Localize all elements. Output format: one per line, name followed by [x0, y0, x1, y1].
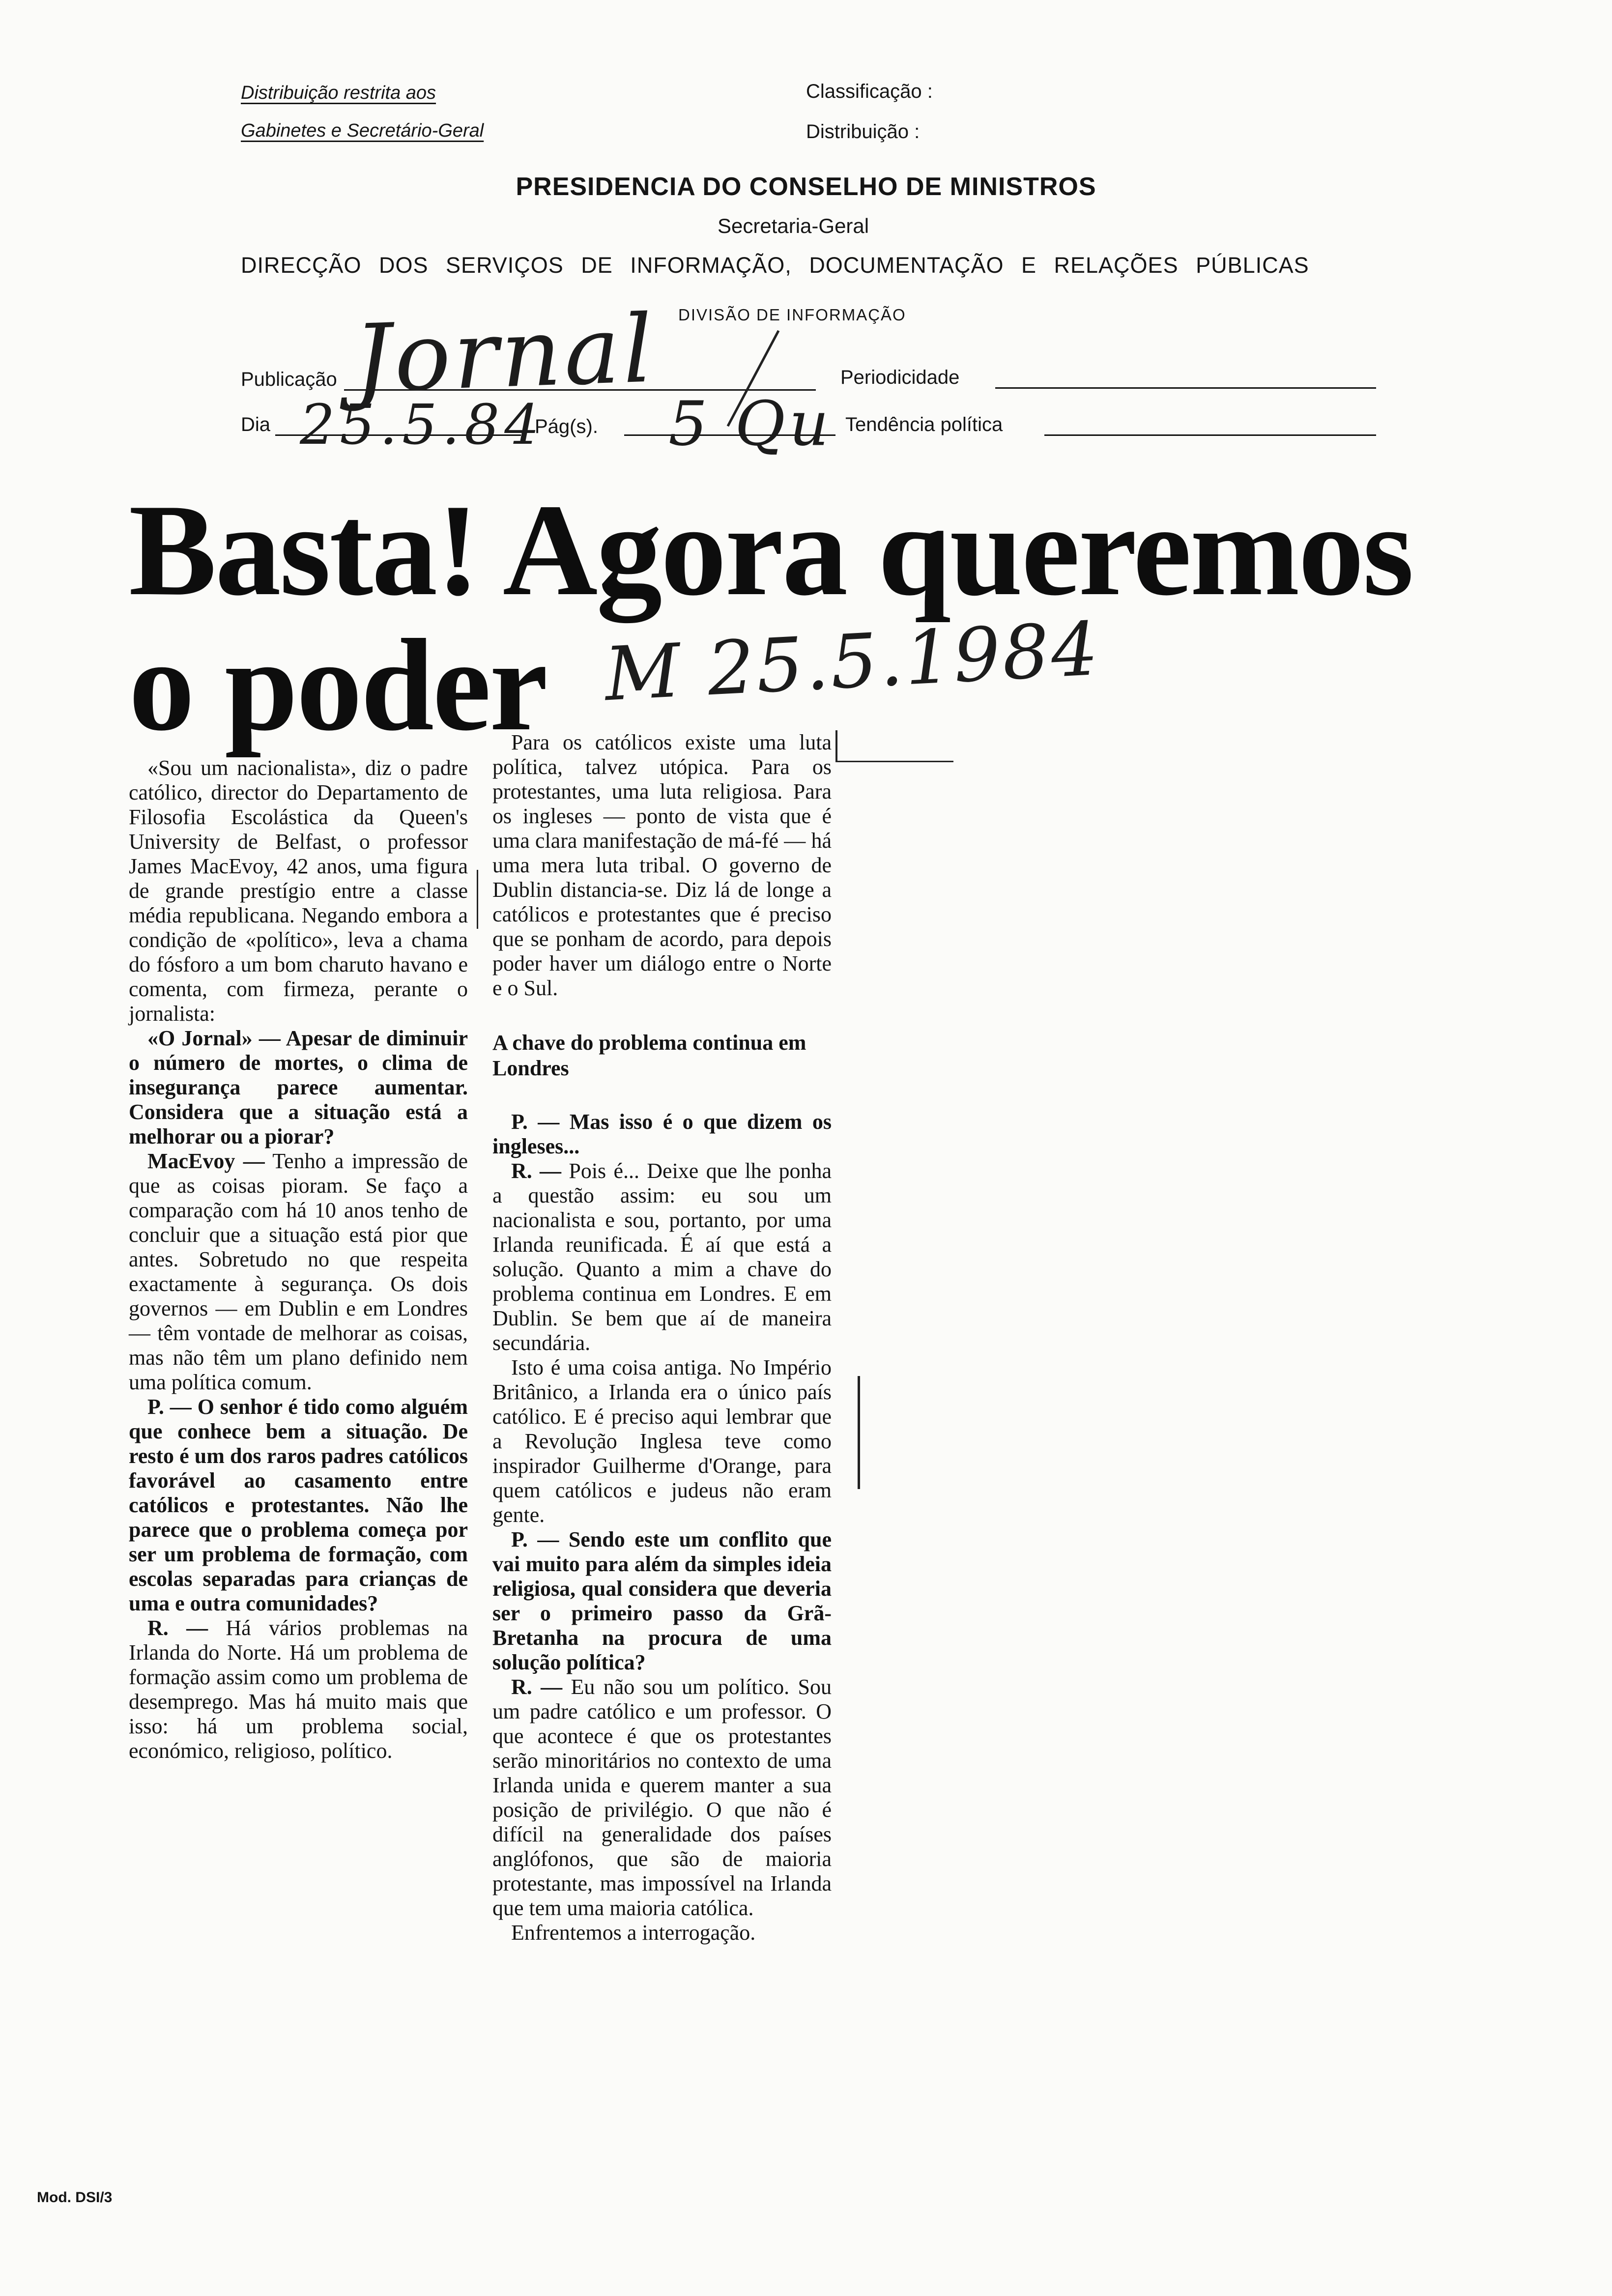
publication-label: Publicação: [241, 369, 337, 390]
paragraph-text: Para os católicos existe uma luta política, talvez utópica. Para os protestantes, uma luta religiosa. Para os ingleses — ponto de vista que é uma clara manifestação de má-fé — há uma mera luta tribal. O governo de Dublin distancia-se. Diz lá de longe a católicos e protestantes que é preciso que se ponham de acordo, para depois poder haver um diálogo entre o Norte e o Sul.: [492, 730, 832, 1000]
paragraph-text: Tenho a impressão de que as coisas pioram. Se faço a comparação com há 10 anos tenho de concluir que a situação está pior que antes. Sobretudo no que respeita exactamente à segurança. Os dois governos — em Dublin e em Londres — têm vontade de melhorar as coisas, mas não têm um plano definido nem uma política comum.: [129, 1149, 468, 1394]
margin-mark: [835, 761, 953, 762]
interview-question: [492, 1527, 832, 1675]
restricted-distribution-line1: Distribuição restrita aos: [241, 83, 436, 103]
article-headline-line1: Basta! Agora queremos: [129, 477, 1412, 623]
interview-answer: [492, 1159, 832, 1355]
article-paragraph: [492, 730, 832, 1001]
speaker-label: «O Jornal» —: [147, 1026, 281, 1050]
article-headline-line2: o poder: [129, 612, 547, 758]
paragraph-text: O senhor é tido como alguém que conhece bem a situação. De resto é um dos raros padres católicos favorável ao casamento entre católicos e protestantes. Não lhe parece que o problema começa por ser um problema de formação, com escolas separadas para crianças de uma e outra comunidades?: [129, 1395, 468, 1615]
interview-answer: [129, 1616, 468, 1763]
periodicity-label: Periodicidade: [840, 367, 960, 388]
form-model-code: Mod. DSI/3: [37, 2189, 113, 2206]
paragraph-text: Sendo este um conflito que vai muito para além da simples ideia religiosa, qual considera que deveria ser o primeiro passo da Grã-Bretanha na procura de uma solução política?: [492, 1527, 832, 1674]
handwritten-pages: 5 Qu: [668, 388, 833, 459]
political-tendency-underline: [1044, 434, 1376, 436]
margin-mark: [835, 730, 837, 762]
classification-label: Classificação :: [806, 81, 933, 102]
distribution-label: Distribuição :: [806, 121, 920, 143]
interview-answer: [492, 1675, 832, 1921]
directorate-line: DIRECÇÃO DOS SERVIÇOS DE INFORMAÇÃO, DOCUMENTAÇÃO E RELAÇÕES PÚBLICAS: [241, 253, 1309, 278]
article-paragraph: [492, 1921, 832, 1945]
speaker-label: P. —: [511, 1110, 560, 1134]
interview-question: [492, 1110, 832, 1159]
speaker-label: R. —: [511, 1159, 562, 1183]
interview-question: [129, 1395, 468, 1616]
paragraph-text: Pois é... Deixe que lhe ponha a questão assim: eu sou um nacionalista e sou, portanto, por uma Irlanda reunificada. É aí que está a solução. Quanto a mim a chave do problema continua em Londres. E em Dublin. Se bem que aí de maneira secundária.: [492, 1159, 832, 1355]
speaker-label: P. —: [147, 1395, 192, 1419]
political-tendency-label: Tendência política: [845, 414, 1003, 435]
article-column-2: [492, 730, 832, 1945]
restricted-distribution-line2: Gabinetes e Secretário-Geral: [241, 120, 484, 141]
paragraph-text: «Sou um nacionalista», diz o padre católico, director do Departamento de Filosofia Escolástica da Queen's University de Belfast, o professor James MacEvoy, 42 anos, uma figura de grande prestígio entre a classe média republicana. Negando embora a condição de «político», leva a chama do fósforo a um bom charuto havano e comenta, com firmeza, perante o jornalista:: [129, 756, 468, 1026]
day-label: Dia: [241, 414, 271, 435]
interview-question: [129, 1026, 468, 1149]
margin-mark: [858, 1376, 860, 1489]
ministry-title: PRESIDENCIA DO CONSELHO DE MINISTROS: [516, 172, 1096, 201]
speaker-label: P. —: [511, 1527, 559, 1551]
interview-answer: [129, 1149, 468, 1395]
division-label: DIVISÃO DE INFORMAÇÃO: [678, 306, 906, 324]
section-subheading: A chave do problema continua em Londres: [492, 1031, 806, 1080]
periodicity-underline: [995, 387, 1376, 389]
margin-mark: [477, 870, 478, 929]
paragraph-text: Isto é uma coisa antiga. No Império Britânico, a Irlanda era o único país católico. E é preciso aqui lembrar que a Revolução Inglesa teve como inspirador Guilherme d'Orange, para quem católicos e judeus não eram gente.: [492, 1355, 832, 1527]
article-column-1: [129, 756, 468, 1763]
handwritten-margin-note: M 25.5.1984: [603, 606, 1102, 718]
paragraph-text: Apesar de diminuir o número de mortes, o clima de insegurança parece aumentar. Considera que a situação está a melhorar ou a piorar?: [129, 1026, 468, 1148]
paragraph-text: Mas isso é o que dizem os ingleses...: [492, 1110, 832, 1158]
handwritten-publication: Jornal: [352, 294, 658, 414]
speaker-label: R. —: [511, 1675, 563, 1699]
speaker-label: MacEvoy —: [147, 1149, 265, 1173]
paragraph-text: Enfrentemos a interrogação.: [511, 1921, 756, 1945]
paragraph-text: Eu não sou um político. Sou um padre católico e um professor. O que acontece é que os protestantes serão minoritários no contexto de uma Irlanda unida e querem manter a sua posição de privilégio. O que não é difícil na generalidade dos países anglófonos, que são de maioria protestante, mas impossível na Irlanda que tem uma maioria católica.: [492, 1675, 832, 1920]
secretariat-subtitle: Secretaria-Geral: [718, 214, 869, 237]
handwritten-day: 25.5.84: [300, 393, 545, 457]
article-paragraph: [129, 756, 468, 1026]
paragraph-text: Há vários problemas na Irlanda do Norte. Há um problema de formação assim como um problema de desemprego. Mas há muito mais que isso: há um problema social, económico, religioso, político.: [129, 1616, 468, 1763]
speaker-label: R. —: [147, 1616, 208, 1640]
pages-label: Pág(s).: [535, 416, 598, 437]
article-paragraph: [492, 1355, 832, 1527]
